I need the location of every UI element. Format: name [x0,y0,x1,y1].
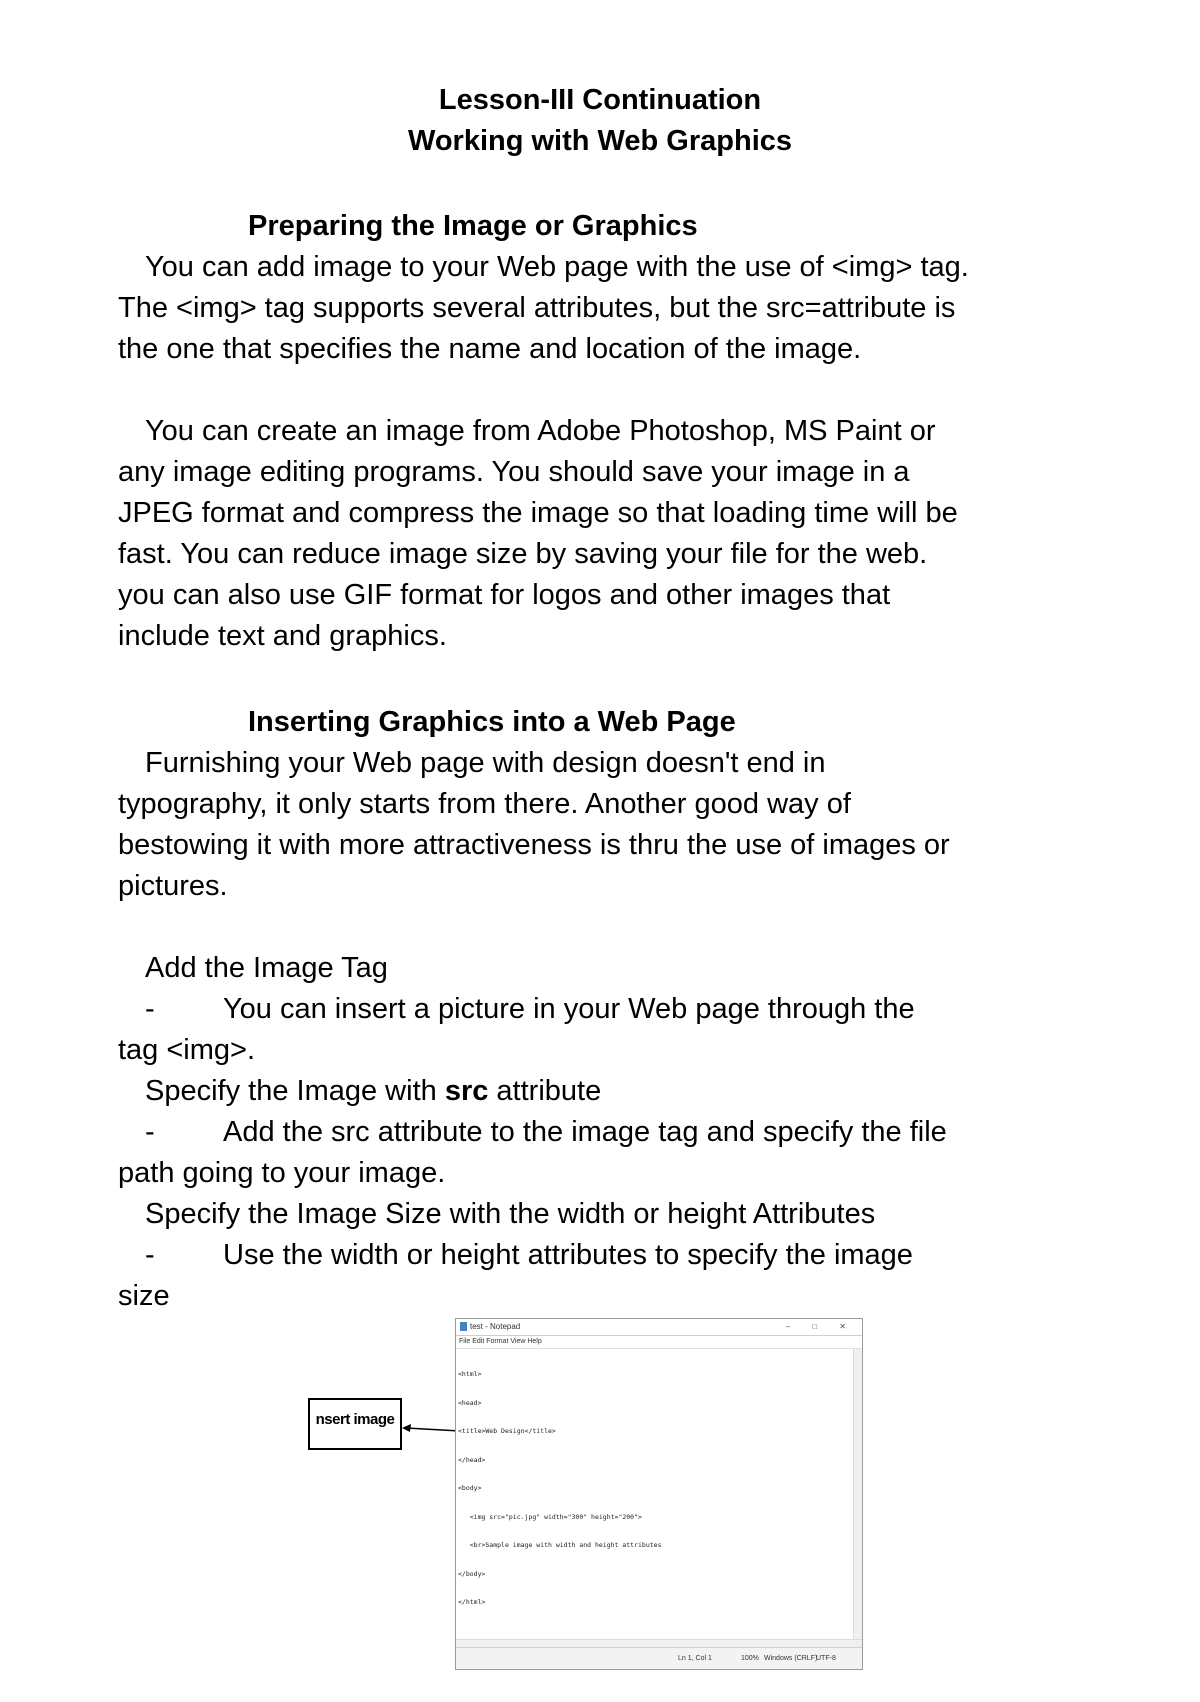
status-zoom: 100% [741,1655,759,1662]
paragraph-line: You can create an image from Adobe Photoshop, MS Paint or [145,415,936,447]
step-description-cont: size [118,1280,170,1312]
code-line: <img src="pic.jpg" width="300" height="200"> [458,1512,642,1521]
code-line: <body> [458,1484,482,1492]
paragraph-line: typography, it only starts from there. Another good way of [118,788,851,820]
status-eol: Windows (CRLF) [764,1655,818,1662]
section-heading-inserting: Inserting Graphics into a Web Page [248,706,736,738]
code-line: <br>Sample image with width and height attributes [458,1541,662,1549]
code-line: <head> [458,1398,482,1407]
paragraph-line: the one that specifies the name and location of the image. [118,333,862,365]
notepad-window [455,1318,863,1670]
paragraph-line: bestowing it with more attractiveness is thru the use of images or [118,829,950,861]
code-line: </body> [458,1569,486,1578]
step-label: Specify the Image Size with the width or height Attributes [145,1198,876,1230]
notepad-icon [460,1322,467,1331]
document-subtitle: Working with Web Graphics [407,125,793,157]
paragraph-line: any image editing programs. You should save your image in a [118,456,910,488]
step-description-cont: tag <img>. [118,1034,256,1066]
paragraph-line: JPEG format and compress the image so that loading time will be [118,497,958,529]
paragraph-line: include text and graphics. [118,620,447,652]
notepad-screenshot-figure [305,1318,865,1673]
arrow-icon [402,1422,462,1436]
paragraph-line: fast. You can reduce image size by saving your file for the web. [118,538,928,570]
vertical-scrollbar[interactable] [853,1349,862,1647]
step-description: - You can insert a picture in your Web page through the [145,993,915,1025]
paragraph-line: The <img> tag supports several attributes, but the src=attribute is [118,292,956,324]
document-title: Lesson-III Continuation [438,84,762,116]
code-line: <title>Web Design</title> [458,1427,556,1435]
paragraph-line: you can also use GIF format for logos and other images that [118,579,891,611]
code-line: <html> [458,1370,482,1378]
notepad-menu-bar[interactable]: File Edit Format View Help [456,1336,862,1349]
step-label: Specify the Image with src attribute [145,1075,602,1107]
status-encoding: UTF-8 [816,1655,836,1662]
step-label: Add the Image Tag [145,952,388,984]
code-line: </head> [458,1455,486,1464]
status-position: Ln 1, Col 1 [678,1655,712,1662]
step-description: - Add the src attribute to the image tag and specify the file [145,1116,947,1148]
paragraph-line: Furnishing your Web page with design doesn't end in [145,747,826,779]
paragraph-line: pictures. [118,870,228,902]
code-line: </html> [458,1598,486,1606]
notepad-code-area[interactable] [458,1351,662,1627]
step-description-cont: path going to your image. [118,1157,446,1189]
paragraph-line: You can add image to your Web page with the use of <img> tag. [145,251,969,283]
notepad-title-bar: test - Notepad – □ ✕ [456,1319,862,1336]
window-controls[interactable]: – □ ✕ [785,1322,856,1331]
horizontal-scrollbar[interactable] [456,1639,862,1647]
insert-image-callout: nsert image [308,1398,402,1450]
step-description: - Use the width or height attributes to specify the image [145,1239,913,1271]
notepad-status-bar [456,1647,862,1669]
section-heading-preparing: Preparing the Image or Graphics [248,210,698,242]
